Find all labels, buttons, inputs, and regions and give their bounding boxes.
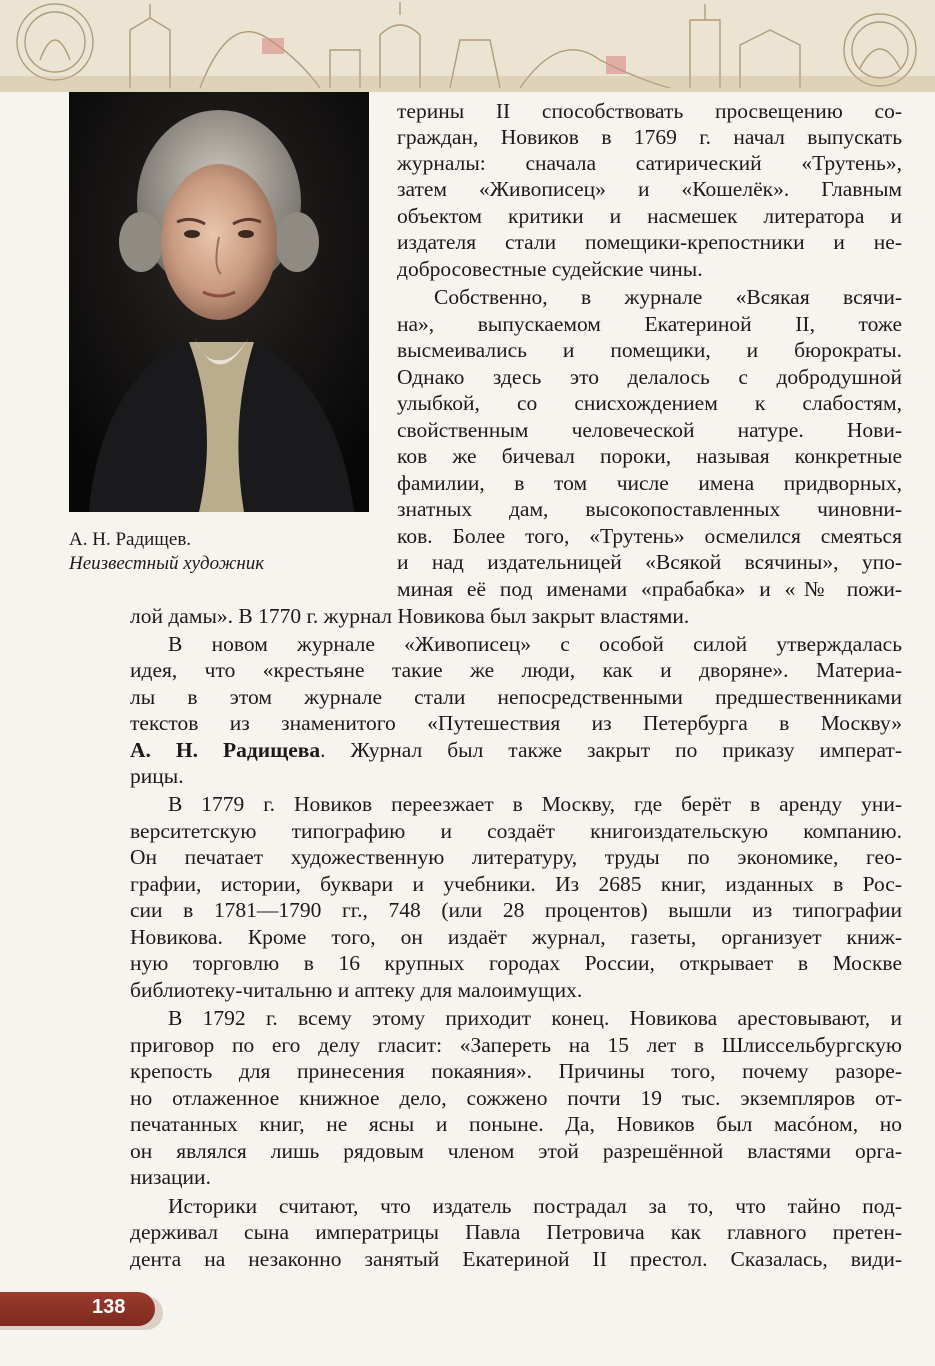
text-line: рицы. (130, 764, 184, 788)
text-line: идея, что «крестьяне такие же люди, как и дворяне». Материа- (130, 658, 902, 682)
text-line: сии в 1781—1790 гг., 748 (или 28 процентов) вышли из типографии (130, 898, 902, 922)
text-line: дента на незаконно занятый Екатериной II престол. Сказалась, види- (130, 1247, 902, 1271)
text-line: Собственно, в журнале «Всякая всячи- (434, 285, 902, 309)
text-line: терины II способствовать просвещению со- (397, 99, 902, 123)
text-line: приговор по его делу гласит: «Запереть на 15 лет в Шлиссельбургскую (130, 1033, 902, 1057)
text-line: низации. (130, 1165, 211, 1189)
text-line: фамилии, в том числе имена придворных, (397, 471, 902, 495)
text-line: графии, истории, буквари и учебники. Из 2685 книг, изданных в Рос- (130, 872, 902, 896)
text-line: улыбкой, со снисхождением к слабостям, (397, 391, 902, 415)
text-line: Однако здесь это делалось с добродушной (397, 365, 902, 389)
text-line: печатанных книг, не ясны и поныне. Да, Новиков был масóном, но (130, 1112, 902, 1136)
text-line: ков. Более того, «Трутень» осмелился смеяться (397, 524, 902, 548)
text-line: он являлся лишь рядовым членом этой разрешённой властями орга- (130, 1139, 902, 1163)
text-line: высмеивались и помещики, и бюрократы. (397, 338, 902, 362)
text-line: В 1779 г. Новиков переезжает в Москву, где берёт в аренду уни- (168, 792, 902, 816)
page-number: 138 (92, 1296, 126, 1318)
text-line: знатных дам, высокопоставленных чиновни- (397, 497, 902, 521)
text-line: миная её под именами «прабабка» и «№ пожи- (397, 577, 902, 601)
text-line: объектом критики и насмешек литератора и (397, 204, 902, 228)
text-line: текстов из знаменитого «Путешествия из Петербурга в Москву» (130, 711, 902, 735)
text-line: библиотеку-читальню и аптеку для малоимущих. (130, 978, 583, 1002)
page-number-badge (0, 1292, 155, 1326)
caption-name: А. Н. Радищев. (69, 529, 192, 550)
text-line: журналы: сначала сатирический «Трутень», (397, 151, 902, 175)
text-fragment: . Журнал был также закрыт по приказу императ- (320, 738, 902, 762)
text-line: крепость для принесения покаяния». Причины того, почему разоре- (130, 1059, 902, 1083)
radishchev-portrait (69, 92, 369, 512)
text-line: ков же бичевал пороки, называя конкретные (397, 444, 902, 468)
caption-artist: Неизвестный художник (69, 553, 265, 574)
text-line: лой дамы». В 1770 г. журнал Новикова был закрыт властями. (130, 604, 690, 628)
text-line: В новом журнале «Живописец» с особой силой утверждалась (168, 632, 902, 656)
text-line: верситетскую типографию и создаёт книгоиздательскую компанию. (130, 819, 902, 843)
text-line: свойственным человеческой натуре. Нови- (397, 418, 902, 442)
text-line: В 1792 г. всему этому приходит конец. Новикова арестовывают, и (168, 1006, 902, 1030)
text-line: Новикова. Кроме того, он издаёт журнал, газеты, организует книж- (130, 925, 902, 949)
text-line: Он печатает художественную литературу, труды по экономике, гео- (130, 845, 902, 869)
text-line: лы в этом журнале стали непосредственными предшественниками (130, 685, 902, 709)
text-line: на», выпускаемом Екатериной II, тоже (397, 312, 902, 336)
portrait-caption (69, 528, 369, 576)
text-line: добросовестные судейские чины. (397, 257, 703, 281)
text-line: держивал сына императрицы Павла Петровича как главного претен- (130, 1220, 902, 1244)
header-banner (0, 0, 935, 92)
text-line: ную торговлю в 16 крупных городах России, открывает в Москве (130, 951, 902, 975)
text-line: Историки считают, что издатель пострадал за то, что тайно под- (168, 1194, 902, 1218)
text-line: издателя стали помещики-крепостники и не- (397, 230, 902, 254)
engraving-illustration (0, 0, 935, 92)
text-line: но отлаженное книжное дело, сожжено почти 19 тыс. экземпляров от- (130, 1086, 902, 1110)
text-line: и над издательницей «Всякой всячины», упо- (397, 550, 902, 574)
text-line: затем «Живописец» и «Кошелёк». Главным (397, 177, 902, 201)
text-line (130, 737, 902, 763)
text-line: граждан, Новиков в 1769 г. начал выпускать (397, 125, 902, 149)
bold-name: А. Н. Радищева (130, 738, 321, 762)
